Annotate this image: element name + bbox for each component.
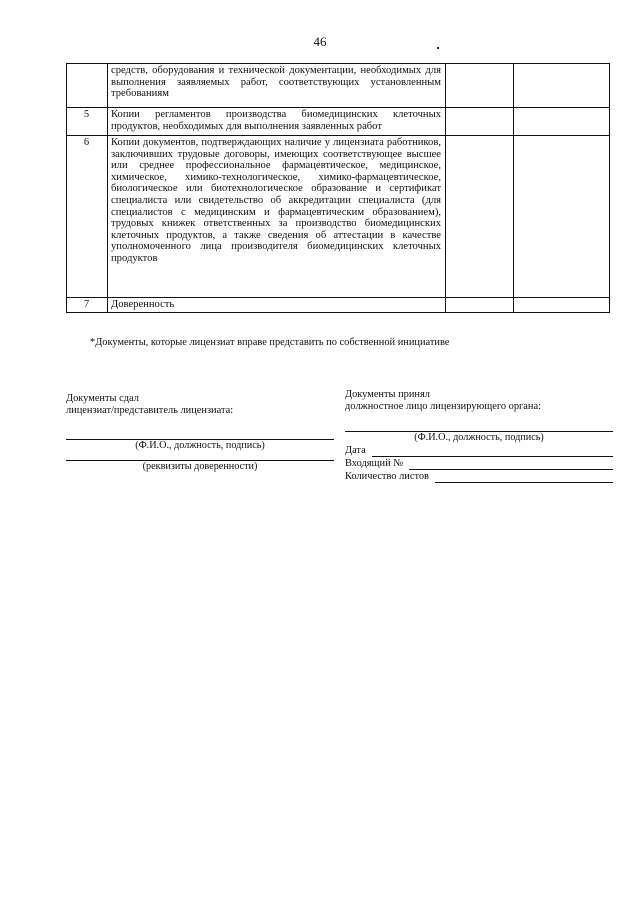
row-cell-empty [446, 64, 514, 108]
receiver-signature-line [345, 419, 613, 432]
footnote: *Документы, которые лицензиат вправе представить по собственной инициативе [90, 337, 450, 348]
date-line [372, 447, 613, 457]
table-row [67, 298, 610, 313]
date-field [345, 444, 613, 457]
table-row [67, 64, 610, 108]
incoming-number-line [409, 460, 613, 470]
incoming-number-label: Входящий № [345, 458, 404, 469]
row-cell-empty [514, 108, 610, 136]
table-row [67, 136, 610, 298]
row-cell-empty [446, 136, 514, 298]
receiver-subtitle: должностное лицо лицензирующего органа: [345, 401, 541, 412]
submitter-title: Документы сдал [66, 393, 139, 404]
table-row [67, 108, 610, 136]
submitter-block [66, 393, 334, 473]
row-cell-empty [514, 136, 610, 298]
sheet-count-label: Количество листов [345, 471, 429, 482]
submitter-subtitle: лицензиат/представитель лицензиата: [66, 405, 234, 416]
row-number: 5 [67, 108, 108, 136]
row-number: 7 [67, 298, 108, 313]
power-of-attorney-line [66, 452, 334, 461]
sheet-count-field [345, 470, 613, 483]
row-number: 6 [67, 136, 108, 298]
submitter-signature-caption: (Ф.И.О., должность, подпись) [135, 440, 265, 451]
row-cell-empty [514, 64, 610, 108]
row-description: Доверенность [108, 298, 446, 313]
page-number: 46 [313, 34, 327, 49]
row-description: Копии документов, подтверждающих наличие у лицензиата работников, заключивших трудовые договоры, имеющих соответствующее высшее или среднее профессиональное фармацевтическое, медицинское, химическое, химико-технологическое, химико-фармацевтическое, биологическое или биотехнологическое образование и сертификат специалиста или свидетельство об аккредитации специалиста (для специалистов с медицинским и фармацевтическим образованием), трудовых книжек ответственных за производство биомедицинских клеточных продуктов, а также сведения об аттестации в качестве уполномоченного лица производителя биомедицинских клеточных продуктов [108, 136, 446, 298]
row-description: средств, оборудования и технической документации, необходимых для выполнения заявляемых работ, соответствующих установленным требованиям [108, 64, 446, 108]
power-of-attorney-caption: (реквизиты доверенности) [142, 461, 258, 472]
documents-table [66, 63, 610, 313]
row-cell-empty [446, 108, 514, 136]
row-cell-empty [446, 298, 514, 313]
row-number [67, 64, 108, 108]
sheet-count-line [435, 473, 613, 483]
incoming-number-field [345, 457, 613, 470]
row-cell-empty [514, 298, 610, 313]
scan-mark [437, 47, 439, 49]
row-description: Копии регламентов производства биомедицинских клеточных продуктов, необходимых для выполнения заявленных работ [108, 108, 446, 136]
receiver-title: Документы принял [345, 389, 430, 400]
receiver-signature-caption: (Ф.И.О., должность, подпись) [414, 432, 544, 443]
date-label: Дата [345, 445, 366, 456]
submitter-signature-line [66, 427, 334, 440]
receiver-block [345, 389, 613, 483]
